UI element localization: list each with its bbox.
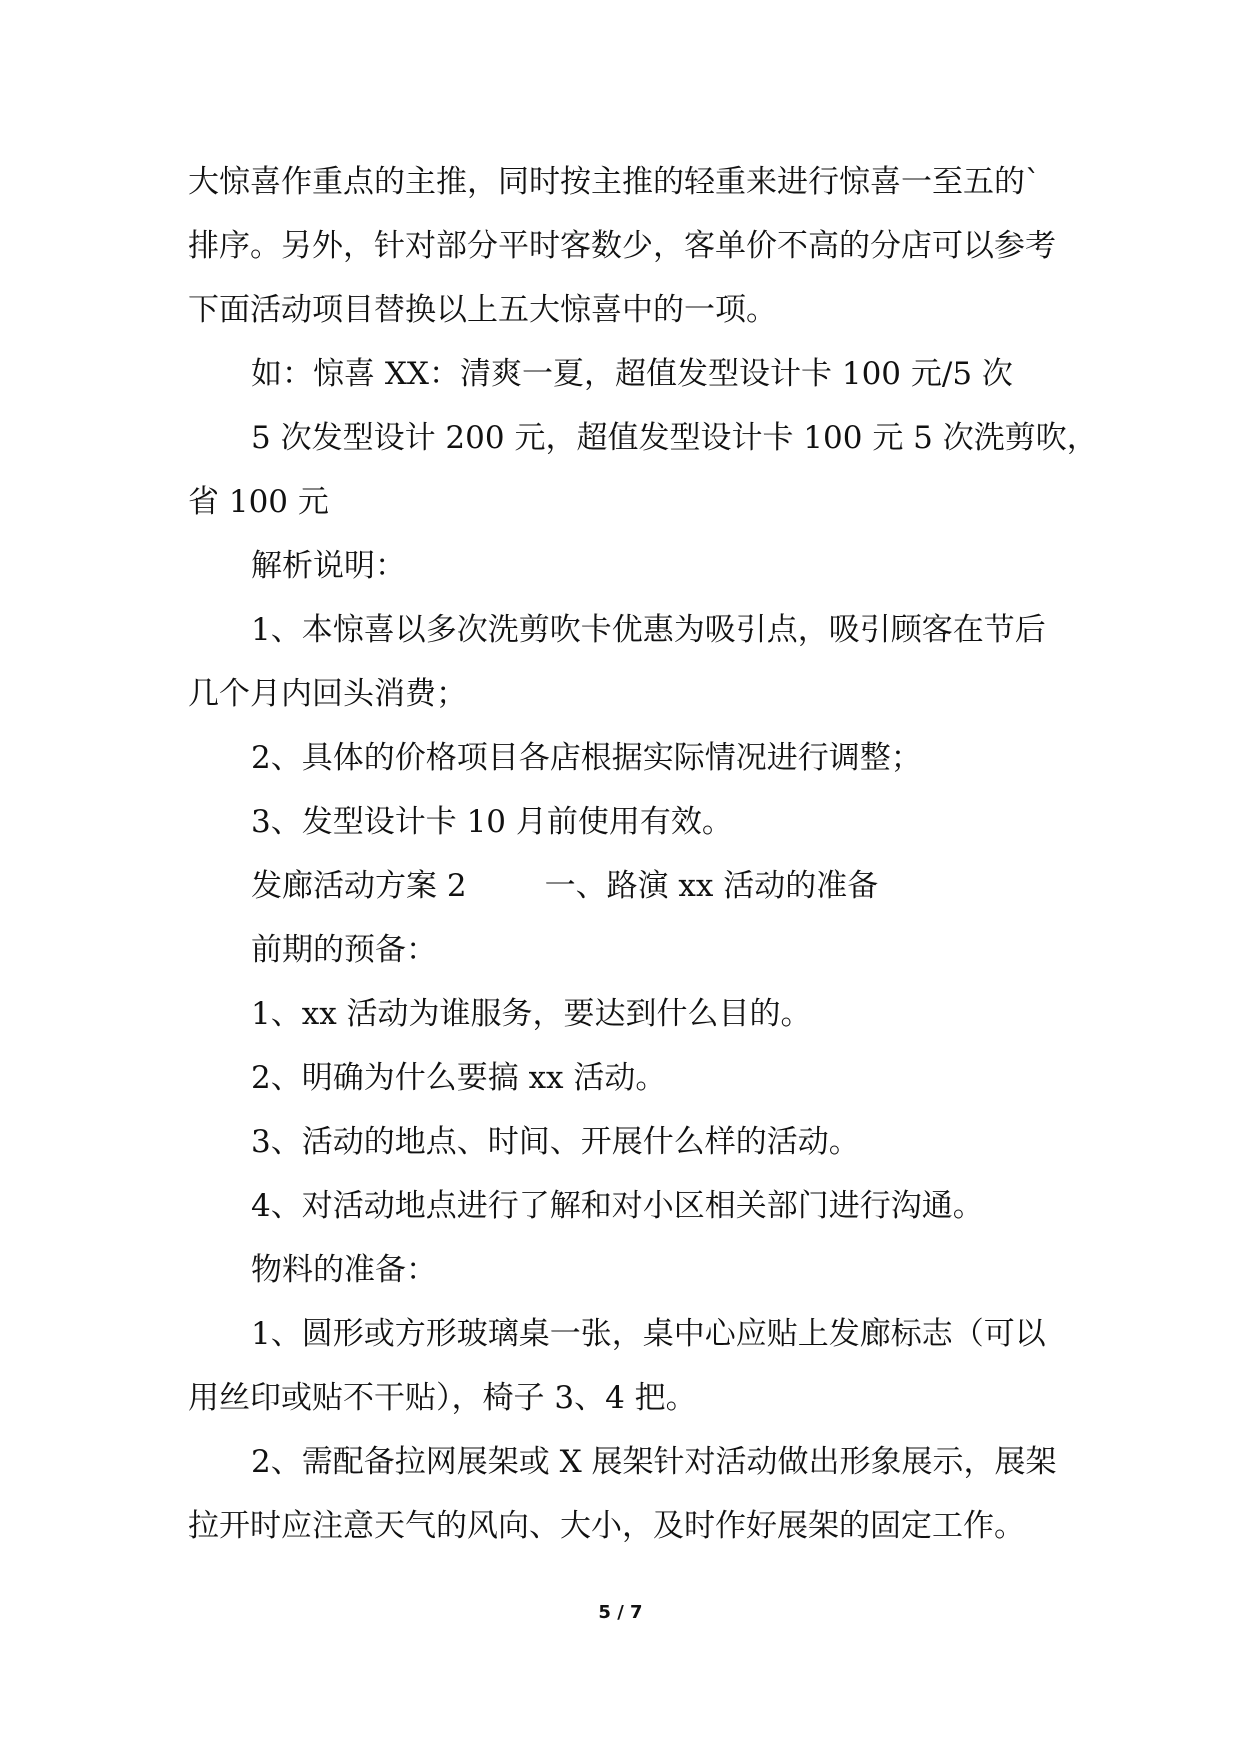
paragraph-line: 排序。另外，针对部分平时客数少，客单价不高的分店可以参考 bbox=[188, 228, 1056, 264]
section-label: 解析说明： bbox=[251, 548, 406, 584]
section-label: 前期的预备： bbox=[251, 932, 437, 968]
list-item-continuation: 用丝印或贴不干贴），椅子 3、4 把。 bbox=[188, 1380, 697, 1416]
list-item: 1、xx 活动为谁服务，要达到什么目的。 bbox=[251, 996, 812, 1032]
section-label: 物料的准备： bbox=[251, 1252, 437, 1288]
page-number: 5 / 7 bbox=[598, 1602, 643, 1623]
document-body bbox=[188, 150, 1098, 1558]
section-heading bbox=[188, 854, 1068, 918]
list-item: 4、对活动地点进行了解和对小区相关部门进行沟通。 bbox=[251, 1188, 984, 1224]
paragraph-line: 下面活动项目替换以上五大惊喜中的一项。 bbox=[188, 292, 777, 328]
list-item: 3、活动的地点、时间、开展什么样的活动。 bbox=[251, 1124, 860, 1160]
paragraph-line: 5 次发型设计 200 元，超值发型设计卡 100 元 5 次洗剪吹， bbox=[251, 420, 1098, 456]
paragraph-line: 省 100 元 bbox=[188, 484, 329, 520]
list-item: 2、具体的价格项目各店根据实际情况进行调整； bbox=[251, 740, 922, 776]
list-item-continuation: 几个月内回头消费； bbox=[188, 676, 467, 712]
list-item: 3、发型设计卡 10 月前使用有效。 bbox=[251, 804, 733, 840]
section-title: 一、路演 xx 活动的准备 bbox=[544, 868, 879, 904]
list-item: 1、本惊喜以多次洗剪吹卡优惠为吸引点，吸引顾客在节后 bbox=[251, 612, 1046, 648]
list-item: 2、明确为什么要搞 xx 活动。 bbox=[251, 1060, 667, 1096]
paragraph-line: 大惊喜作重点的主推，同时按主推的轻重来进行惊喜一至五的` bbox=[188, 164, 1041, 200]
list-item: 1、圆形或方形玻璃桌一张，桌中心应贴上发廊标志（可以 bbox=[251, 1316, 1046, 1352]
paragraph-line: 如：惊喜 XX：清爽一夏，超值发型设计卡 100 元/5 次 bbox=[251, 356, 1013, 392]
list-item: 2、需配备拉网展架或 X 展架针对活动做出形象展示，展架 bbox=[251, 1444, 1057, 1480]
plan-title: 发廊活动方案 2 bbox=[251, 868, 467, 904]
list-item-continuation: 拉开时应注意天气的风向、大小，及时作好展架的固定工作。 bbox=[188, 1508, 1025, 1544]
